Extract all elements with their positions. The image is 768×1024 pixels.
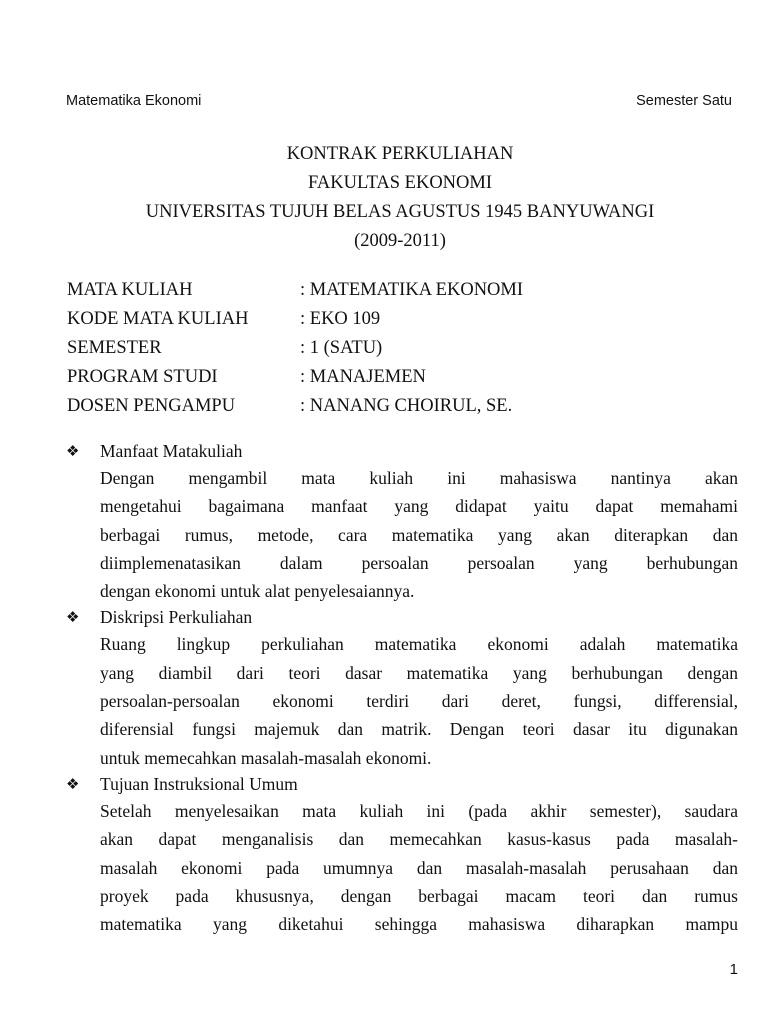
diamond-bullet-icon: ❖ [66, 442, 80, 460]
info-label: PROGRAM STUDI [67, 367, 218, 387]
header-semester: Semester Satu [636, 93, 732, 109]
sections [66, 439, 738, 938]
paragraph-line: mengetahui bagaimana manfaat yang didapat yaitu dapat memahami [100, 496, 738, 517]
info-value: : MANAJEMEN [300, 367, 426, 387]
course-info-table [67, 276, 523, 421]
info-value: : EKO 109 [300, 309, 381, 329]
info-row-lecturer [67, 392, 523, 421]
paragraph-line: untuk memecahkan masalah-masalah ekonomi. [100, 747, 432, 768]
info-row-code [67, 305, 523, 334]
section-heading [66, 439, 738, 464]
page-header [66, 93, 732, 109]
paragraph-line: diferensial fungsi majemuk dan matrik. Dengan teori dasar itu digunakan [100, 719, 738, 740]
header-course-name: Matematika Ekonomi [66, 93, 202, 109]
section-body [66, 464, 738, 605]
page-number: 1 [729, 961, 738, 978]
paragraph-line: Ruang lingkup perkuliahan matematika ekonomi adalah matematika [100, 634, 738, 655]
paragraph-line: Setelah menyelesaikan mata kuliah ini (pada akhir semester), saudara [100, 800, 738, 821]
info-row-program [67, 363, 523, 392]
section-heading-text: Manfaat Matakuliah [100, 441, 243, 461]
section-heading [66, 605, 738, 630]
paragraph-line: yang diambil dari teori dasar matematika yang berhubungan dengan [100, 662, 738, 683]
section-tujuan [66, 772, 738, 938]
section-body [66, 630, 738, 771]
title-line: FAKULTAS EKONOMI [307, 173, 493, 193]
title-line: UNIVERSITAS TUJUH BELAS AGUSTUS 1945 BANYUWANGI [145, 202, 655, 222]
paragraph-line: dengan ekonomi untuk alat penyelesaiannya. [100, 581, 415, 602]
paragraph-line: masalah ekonomi pada umumnya dan masalah-masalah perusahaan dan [100, 857, 738, 878]
section-heading-text: Diskripsi Perkuliahan [100, 607, 253, 628]
paragraph-line: persoalan-persoalan ekonomi terdiri dari deret, fungsi, differensial, [100, 691, 738, 712]
paragraph-line: proyek pada khususnya, dengan berbagai macam teori dan rumus [100, 885, 738, 906]
info-label: SEMESTER [67, 338, 162, 358]
info-label: DOSEN PENGAMPU [67, 396, 236, 416]
info-label: MATA KULIAH [67, 280, 193, 300]
info-value: : 1 (SATU) [300, 338, 383, 358]
document-title [40, 140, 760, 256]
paragraph-line: berbagai rumus, metode, cara matematika yang akan diterapkan dan [100, 524, 738, 545]
section-heading-text: Tujuan Instruksional Umum [100, 773, 298, 794]
paragraph-line: akan dapat menganalisis dan memecahkan kasus-kasus pada masalah- [100, 829, 738, 850]
info-value: : NANANG CHOIRUL, SE. [300, 396, 513, 416]
section-heading [66, 772, 738, 797]
info-row-semester [67, 334, 523, 363]
paragraph-line: diimplemenatasikan dalam persoalan persoalan yang berhubungan [100, 552, 738, 573]
diamond-bullet-icon: ❖ [66, 608, 80, 627]
paragraph-line: Dengan mengambil mata kuliah ini mahasiswa nantinya akan [100, 468, 738, 488]
info-label: KODE MATA KULIAH [67, 309, 249, 329]
section-manfaat [66, 439, 738, 605]
paragraph-line: matematika yang diketahui sehingga mahasiswa diharapkan mampu [100, 914, 738, 935]
info-row-course [67, 276, 523, 305]
section-diskripsi [66, 605, 738, 771]
title-line: KONTRAK PERKULIAHAN [286, 144, 514, 164]
title-line: (2009-2011) [354, 231, 446, 251]
diamond-bullet-icon: ❖ [66, 774, 80, 793]
info-value: : MATEMATIKA EKONOMI [300, 280, 524, 300]
section-body [66, 797, 738, 938]
